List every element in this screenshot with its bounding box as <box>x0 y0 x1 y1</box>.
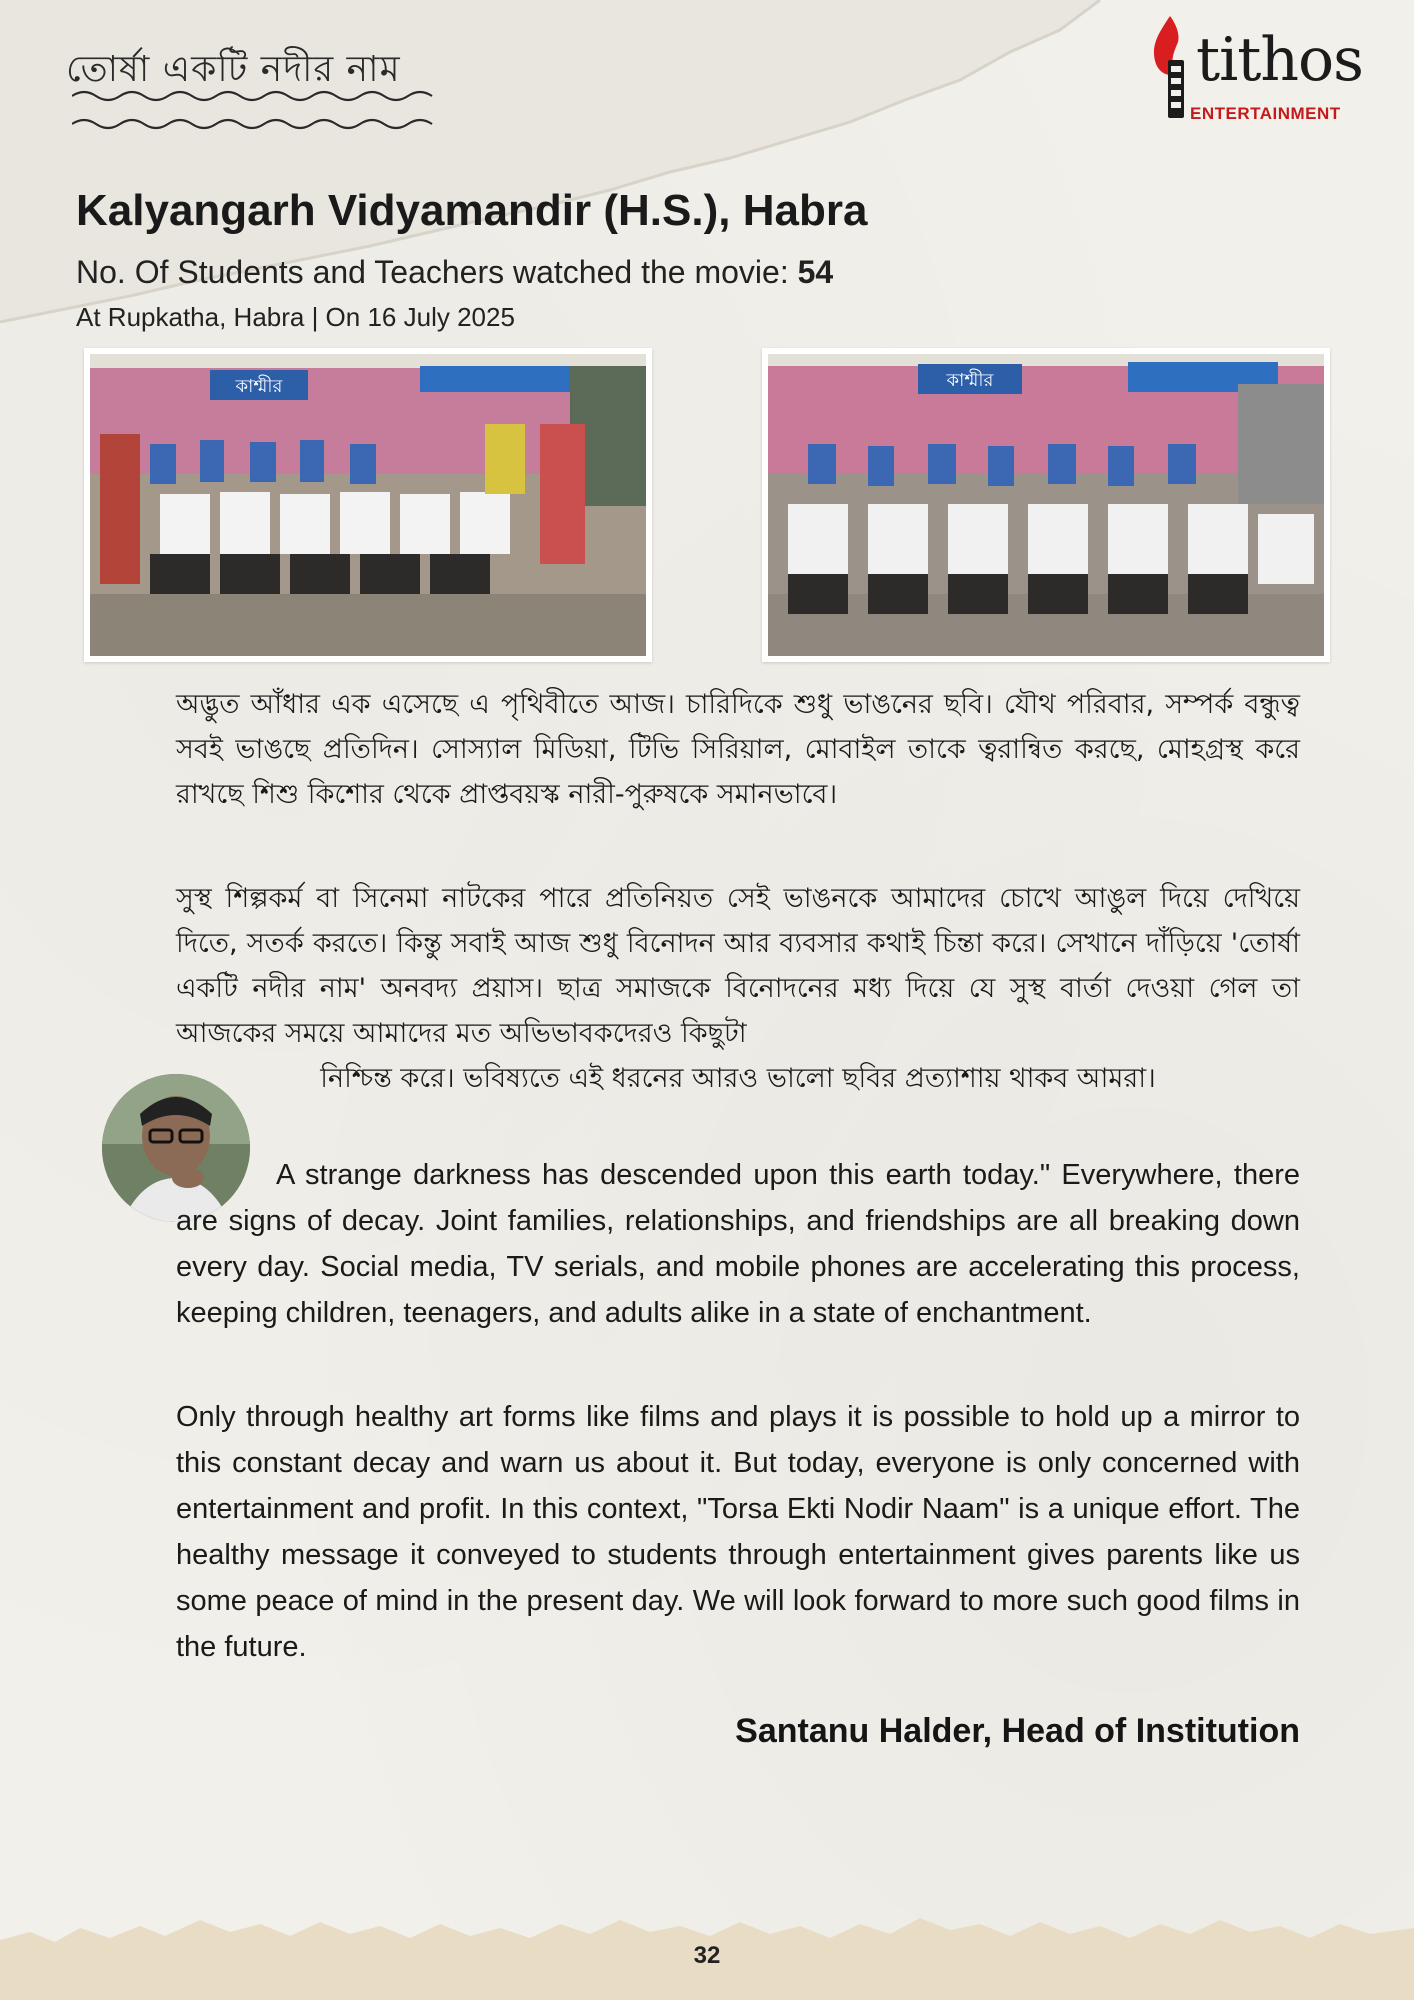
torn-paper-bottom-decoration <box>0 1880 1414 2000</box>
group-photo-1 <box>84 348 652 662</box>
wavy-underline-decoration <box>72 84 442 136</box>
brand-logo <box>1148 12 1368 127</box>
bengali-paragraph-2-last-line: নিশ্চিন্ত করে। ভবিষ্যতে এই ধরনের আরও ভালো ছবির প্রত্যাশায় থাকব আমরা। <box>320 1063 1156 1094</box>
english-paragraph-1 <box>176 1152 1300 1336</box>
film-title: তোর্ষা একটি নদীর নাম <box>66 49 401 90</box>
bengali-paragraph-2 <box>176 876 1300 1101</box>
shop-sign-text: কাশ্মীর <box>946 370 994 391</box>
school-name: Kalyangarh Vidyamandir (H.S.), Habra <box>76 186 868 235</box>
logo-wordmark: tithos <box>1196 25 1363 95</box>
page-number: 32 <box>693 1942 721 1969</box>
logo-subtitle: ENTERTAINMENT <box>1190 104 1341 123</box>
group-photo-2 <box>762 348 1330 662</box>
students-count-line <box>76 254 833 291</box>
english-paragraph-2: Only through healthy art forms like films and plays it is possible to hold up a mirror to this constant decay and warn us about it. But today, everyone is only concerned with entertainment and profit. In this context, "Torsa Ekti Nodir Naam" is a unique effort. The healthy message it conveyed to students through entertainment gives parents like us some peace of mind in the present day. We will look forward to more such good films in the future. <box>176 1401 1300 1663</box>
students-count-label: No. Of Students and Teachers watched the movie: <box>76 254 789 290</box>
students-count-value: 54 <box>797 254 834 290</box>
english-paragraph-1-text: A strange darkness has descended upon this earth today." Everywhere, there are signs of decay. Joint families, relationships, and friendships are all breaking down every day. Social media, TV serials, and mobile phones are accelerating this process, keeping children, teenagers, and adults alike in a state of enchantment. <box>176 1159 1300 1329</box>
venue-date-line: At Rupkatha, Habra | On 16 July 2025 <box>76 302 515 332</box>
bengali-paragraph-2-main: সুস্থ শিল্পকর্ম বা সিনেমা নাটকের পারে প্রতিনিয়ত সেই ভাঙনকে আমাদের চোখে আঙুল দিয়ে দেখিয়ে দিতে, সতর্ক করতে। কিন্তু সবাই আজ শুধু বিনোদন আর ব্যবসার কথাই চিন্তা করে। সেখানে দাঁড়িয়ে 'তোর্ষা একটি নদীর নাম' অনবদ্য প্রয়াস। ছাত্র সমাজকে বিনোদনের মধ্য দিয়ে যে সুস্থ বার্তা দেওয়া গেল তা আজকের সময়ে আমাদের মত অভিভাবকদেরও কিছুটা <box>176 883 1300 1049</box>
bengali-paragraph-1: অদ্ভুত আঁধার এক এসেছে এ পৃথিবীতে আজ। চারিদিকে শুধু ভাঙনের ছবি। যৌথ পরিবার, সম্পর্ক বন্ধুত্ব সবই ভাঙছে প্রতিদিন। সোস্যাল মিডিয়া, টিভি সিরিয়াল, মোবাইল তাকে ত্বরান্বিত করছে, মোহগ্রস্থ করে রাখছে শিশু কিশোর থেকে প্রাপ্তবয়স্ক নারী-পুরুষকে সমানভাবে। <box>176 689 1300 810</box>
shop-sign-text: কাশ্মীর <box>235 376 283 397</box>
signature: Santanu Halder, Head of Institution <box>735 1712 1300 1750</box>
